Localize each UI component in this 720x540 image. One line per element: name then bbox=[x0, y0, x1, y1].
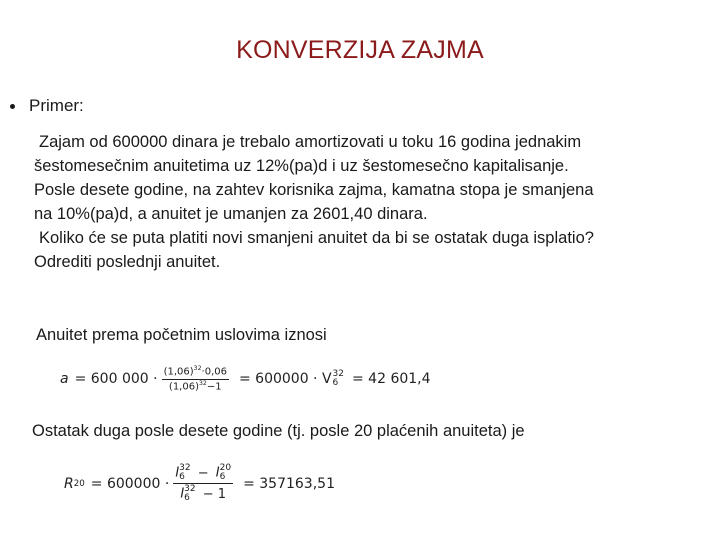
formula1-denominator bbox=[167, 380, 224, 393]
formula2-lhs: R bbox=[64, 475, 74, 492]
paragraph-line: Zajam od 600000 dinara je trebalo amortizovati u toku 16 godina jednakim bbox=[39, 133, 582, 151]
formula2-den-a: I bbox=[180, 486, 185, 502]
paragraph-line: Koliko će se puta platiti novi smanjeni anuitet da bi se ostatak duga isplatio? bbox=[39, 229, 594, 247]
formula-ostatak bbox=[64, 464, 335, 503]
formula2-denominator bbox=[178, 484, 228, 503]
formula2-result: = 357163,51 bbox=[243, 475, 335, 492]
formula2-den-tail: − 1 bbox=[202, 486, 227, 502]
paragraph-line: Odrediti poslednji anuitet. bbox=[34, 253, 221, 271]
formula1-den-base: (1,06) bbox=[168, 381, 199, 393]
formula-anuitet bbox=[60, 366, 431, 393]
formula2-den-a-sub: 6 bbox=[184, 493, 190, 503]
formula1-den-tail: −1 bbox=[206, 381, 222, 393]
formula1-lhs: a bbox=[60, 371, 69, 388]
formula1-fraction bbox=[162, 366, 229, 393]
formula2-num-minus: − bbox=[197, 465, 209, 481]
formula2-num-a-sup: 32 bbox=[179, 463, 191, 473]
paragraph-line: šestomesečnim anuitetima uz 12%(pa)d i uz šestomesečno kapitalisanje. bbox=[34, 157, 569, 175]
formula2-lhs-sub: 20 bbox=[73, 478, 85, 489]
formula2-num-a-sub: 6 bbox=[179, 472, 185, 482]
formula2-den-a-sup: 32 bbox=[184, 484, 196, 494]
formula1-result: = 42 601,4 bbox=[352, 371, 431, 388]
formula1-num-tail: ·0,06 bbox=[201, 366, 227, 378]
problem-text bbox=[34, 130, 714, 274]
formula1-num-base: (1,06) bbox=[163, 366, 194, 378]
formula2-fraction bbox=[173, 464, 233, 503]
formula1-den-exp: 32 bbox=[199, 379, 207, 387]
formula1-v-scripts bbox=[333, 370, 344, 388]
anuitet-sentence: Anuitet prema početnim uslovima iznosi bbox=[36, 326, 327, 344]
formula2-num-a: I bbox=[175, 465, 180, 481]
bullet-item bbox=[10, 96, 84, 116]
paragraph-line: na 10%(pa)d, a anuitet je umanjen za 2601,40 dinara. bbox=[34, 205, 428, 223]
page-title: KONVERZIJA ZAJMA bbox=[236, 36, 484, 64]
formula1-v-sup: 32 bbox=[332, 369, 344, 380]
formula2-numerator bbox=[173, 464, 233, 484]
bullet-icon bbox=[10, 104, 15, 109]
ostatak-sentence: Ostatak duga posle desete godine (tj. posle 20 plaćenih anuiteta) je bbox=[32, 422, 525, 440]
bullet-label: Primer: bbox=[29, 96, 84, 115]
formula2-num-b: I bbox=[215, 465, 220, 481]
formula1-numerator bbox=[162, 366, 229, 380]
formula2-num-b-sup: 20 bbox=[219, 463, 232, 473]
formula2-num-b-sub: 6 bbox=[219, 472, 226, 482]
formula1-eq2: = 600000 · V bbox=[238, 371, 332, 388]
formula2-eq1: = 600000 · bbox=[90, 475, 170, 492]
formula1-num-exp: 32 bbox=[193, 365, 202, 372]
paragraph-line: Posle desete godine, na zahtev korisnika zajma, kamatna stopa je smanjena bbox=[34, 181, 594, 199]
formula1-v-sub: 6 bbox=[332, 378, 339, 389]
formula1-eq1: = 600 000 · bbox=[74, 371, 158, 388]
